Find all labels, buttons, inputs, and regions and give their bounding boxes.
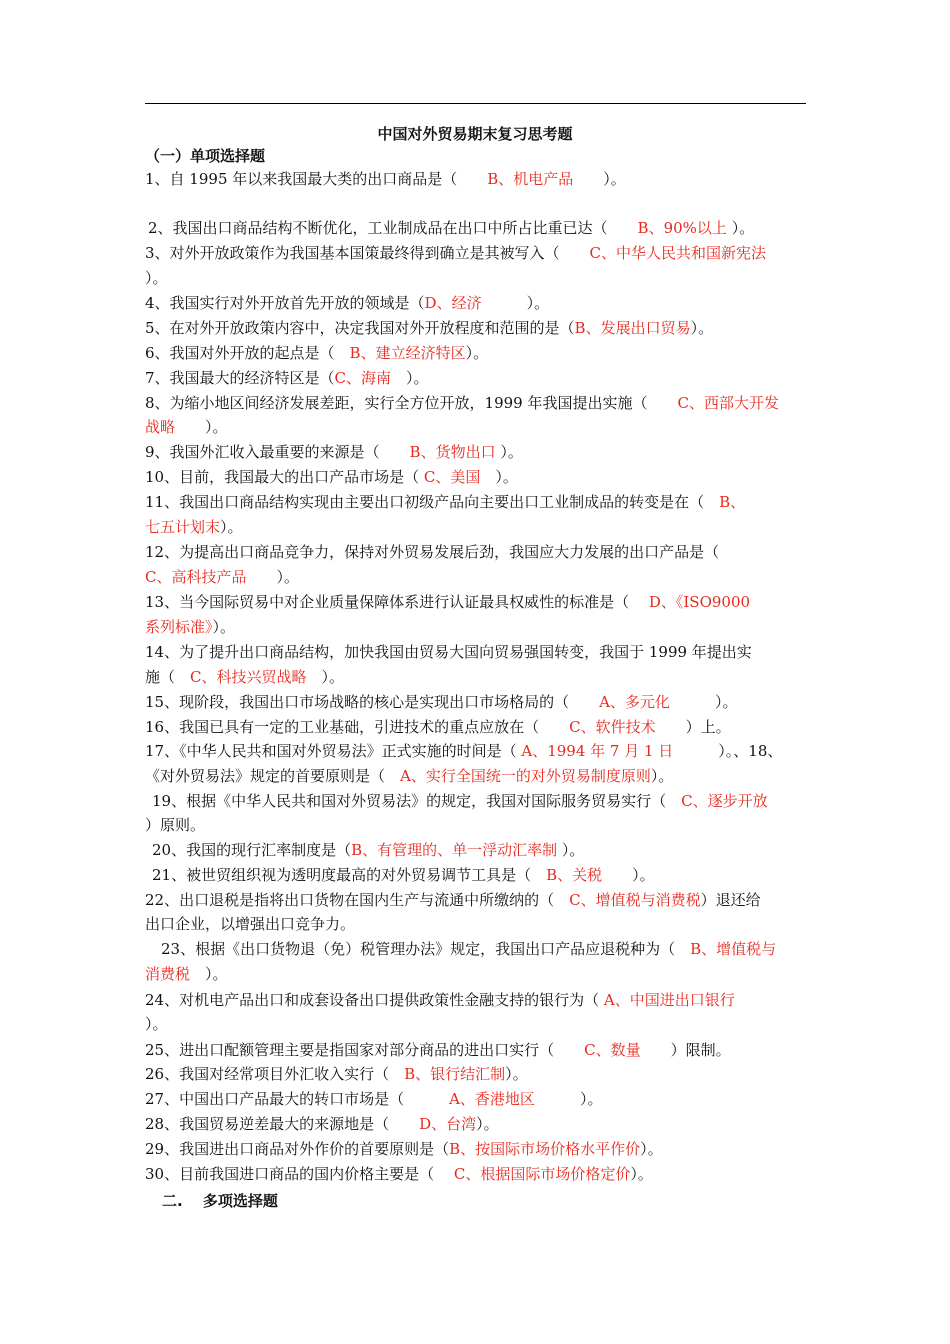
question-text: ）。	[476, 1115, 499, 1133]
answer-text: 战略	[145, 418, 176, 436]
question-text: ）。	[573, 170, 626, 188]
question-text: 9、我国外汇收入最重要的来源是（	[145, 443, 410, 461]
question-line	[145, 592, 750, 612]
question-line	[145, 1064, 528, 1084]
question-line	[152, 791, 768, 811]
question-line	[145, 169, 626, 189]
answer-text: B、建立经济特区	[349, 344, 466, 362]
question-line	[145, 617, 235, 637]
question-text: ）。	[481, 294, 550, 312]
question-line	[152, 865, 655, 885]
answer-text: C、根据国际市场价格定价	[453, 1165, 631, 1183]
question-line	[145, 243, 766, 263]
question-text: ）。	[306, 668, 345, 686]
question-line	[145, 318, 713, 338]
question-text: ）。	[640, 1140, 663, 1158]
question-text: ）。	[391, 369, 429, 387]
answer-text: C、数量	[584, 1041, 641, 1059]
answer-text: C、软件技术	[569, 718, 656, 736]
question-text: ）。	[220, 518, 243, 536]
answer-text: B、货物出口	[409, 443, 496, 461]
question-text: 出口企业，以增强出口竞争力。	[145, 915, 356, 933]
question-text: 7、我国最大的经济特区是（	[145, 369, 335, 387]
question-text: ）。	[669, 693, 738, 711]
answer-text: D、《ISO9000	[648, 593, 751, 611]
question-line	[145, 990, 735, 1010]
answer-text: C、科技兴贸战略	[190, 668, 307, 686]
answer-text: C、增值税与消费税	[569, 891, 701, 909]
question-line	[145, 1040, 731, 1060]
question-text: 28、我国贸易逆差最大的来源地是（	[145, 1115, 420, 1133]
question-line	[145, 393, 779, 413]
question-line	[145, 492, 745, 512]
answer-text: B、按国际市场价格水平作价	[449, 1140, 641, 1158]
question-line	[145, 766, 673, 786]
question-line	[145, 343, 488, 363]
question-text: 13、当今国际贸易中对企业质量保障体系进行认证最具权威性的标准是（	[145, 593, 649, 611]
question-text: ）。、18、	[673, 742, 783, 760]
question-text: 16、我国已具有一定的工业基础，引进技术的重点应放在（	[145, 718, 570, 736]
answer-text: C、中华人民共和国新宪法	[589, 244, 767, 262]
question-text: 14、为了提升出口商品结构，加快我国由贸易大国向贸易强国转变，我国于 1999 年提出实	[145, 643, 752, 661]
question-line	[145, 1139, 663, 1159]
answer-text: A、中国进出口银行	[603, 991, 735, 1009]
answer-text: A、实行全国统一的对外贸易制度原则	[400, 767, 651, 785]
question-text: ）。	[145, 269, 168, 287]
question-line	[145, 442, 523, 462]
question-line	[152, 840, 584, 860]
question-text: 27、中国出口产品最大的转口市场是（	[145, 1090, 450, 1108]
question-line	[145, 1114, 499, 1134]
section-heading-single-choice: （一）单项选择题	[145, 147, 266, 165]
question-text: 17、《中华人民共和国对外贸易法》正式实施的时间是（	[145, 742, 522, 760]
question-line	[161, 939, 776, 959]
question-line	[145, 567, 299, 587]
question-line	[145, 914, 355, 934]
question-text: ）。	[630, 1165, 653, 1183]
question-line	[145, 368, 429, 388]
answer-text: 消费税	[145, 965, 191, 983]
question-text: ）。	[145, 1015, 168, 1033]
question-line	[145, 1164, 653, 1184]
answer-text: C、海南	[334, 369, 392, 387]
answer-text: A、香港地区	[449, 1090, 535, 1108]
question-line	[145, 692, 737, 712]
answer-text: C、高科技产品	[145, 568, 247, 586]
answer-text: C、西部大开发	[677, 394, 779, 412]
question-text: 4、我国实行对外开放首先开放的领域是（	[145, 294, 425, 312]
question-text: 20、我国的现行汇率制度是（	[152, 841, 352, 859]
question-line	[145, 417, 228, 437]
question-text: ）。	[505, 1065, 528, 1083]
answer-text: C、美国	[423, 468, 481, 486]
question-text: 1、自 1995 年以来我国最大类的出口商品是（	[145, 170, 488, 188]
question-text: 15、现阶段，我国出口市场战略的核心是实现出口市场格局的（	[145, 693, 600, 711]
question-text: ）。	[190, 965, 228, 983]
question-line	[145, 964, 228, 984]
question-text: ）。	[650, 767, 674, 785]
question-text: 8、为缩小地区间经济发展差距，实行全方位开放，1999 年我国提出实施（	[145, 394, 678, 412]
question-text: ）。	[465, 344, 489, 362]
question-text: 22、出口退税是指将出口货物在国内生产与流通中所缴纳的（	[145, 891, 570, 909]
answer-text: B、机电产品	[487, 170, 574, 188]
question-text: 26、我国对经常项目外汇收入实行（	[145, 1065, 405, 1083]
question-line	[145, 1014, 168, 1034]
answer-text: B、	[719, 493, 746, 511]
question-text: ）退还给	[700, 891, 761, 909]
question-text: 5、在对外开放政策内容中，决定我国对外开放程度和范围的是（	[145, 319, 575, 337]
answer-text: D、经济	[424, 294, 482, 312]
answer-text: B、有管理的、单一浮动汇率制	[351, 841, 558, 859]
answer-text: 系列标准》	[145, 618, 213, 636]
question-text: ）。	[557, 841, 585, 859]
question-text: 施（	[145, 668, 191, 686]
answer-text: B、90%以上	[637, 219, 727, 237]
question-line	[145, 667, 344, 687]
question-text: ）上。	[655, 718, 731, 736]
question-line	[145, 741, 782, 761]
question-line	[145, 542, 719, 562]
question-text: ）。	[175, 418, 228, 436]
question-line	[145, 517, 243, 537]
question-text: ）。	[246, 568, 299, 586]
question-line	[145, 890, 761, 910]
question-text: 24、对机电产品出口和成套设备出口提供政策性金融支持的银行为（	[145, 991, 604, 1009]
question-text: 21、被世贸组织视为透明度最高的对外贸易调节工具是（	[152, 866, 547, 884]
answer-text: A、1994 年 7 月 1 日	[521, 742, 674, 760]
question-text: 3、对外开放政策作为我国基本国策最终得到确立是其被写入（	[145, 244, 590, 262]
question-text: 12、为提高出口商品竞争力，保持对外贸易发展后劲，我国应大力发展的出口产品是（	[145, 543, 720, 561]
question-text: 29、我国进出口商品对外作价的首要原则是（	[145, 1140, 450, 1158]
question-text: ）。	[212, 618, 236, 636]
question-line	[145, 717, 731, 737]
question-text: ）。	[690, 319, 714, 337]
question-text: 10、目前，我国最大的出口产品市场是（	[145, 468, 424, 486]
question-text: 《对外贸易法》规定的首要原则是（	[145, 767, 401, 785]
question-text: 11、我国出口商品结构实现由主要出口初级产品向主要出口工业制成品的转变是在（	[145, 493, 720, 511]
answer-text: A、多元化	[599, 693, 670, 711]
question-text: 2、我国出口商品结构不断优化，工业制成品在出口中所占比重已达（	[148, 219, 638, 237]
section-heading-multi-choice: 二. 多项选择题	[162, 1192, 278, 1210]
answer-text: D、台湾	[419, 1115, 477, 1133]
question-line	[145, 815, 205, 835]
answer-text: B、银行结汇制	[404, 1065, 506, 1083]
question-line	[145, 642, 752, 662]
question-text: ）限制。	[640, 1041, 731, 1059]
question-line	[148, 218, 754, 238]
answer-text: B、增值税与	[690, 940, 777, 958]
document-title: 中国对外贸易期末复习思考题	[377, 125, 573, 143]
question-text: ）。	[602, 866, 655, 884]
question-text: ）。	[726, 219, 755, 237]
question-text: ）。	[495, 443, 523, 461]
answer-text: 七五计划末	[145, 518, 221, 536]
question-text: ）原则。	[145, 816, 206, 834]
question-line	[145, 1089, 602, 1109]
question-text: 25、进出口配额管理主要是指国家对部分商品的进出口实行（	[145, 1041, 585, 1059]
answer-text: B、发展出口贸易	[574, 319, 691, 337]
question-text: ）。	[534, 1090, 603, 1108]
question-text: ）。	[480, 468, 518, 486]
answer-text: C、逐步开放	[681, 792, 768, 810]
question-text: 23、根据《出口货物退（免）税管理办法》规定，我国出口产品应退税种为（	[161, 940, 691, 958]
question-line	[145, 467, 518, 487]
question-text: 19、根据《中华人民共和国对外贸易法》的规定，我国对国际服务贸易实行（	[152, 792, 682, 810]
answer-text: B、关税	[546, 866, 603, 884]
question-line	[145, 293, 549, 313]
question-text: 6、我国对外开放的起点是（	[145, 344, 350, 362]
header-rule	[145, 103, 806, 104]
question-text: 30、目前我国进口商品的国内价格主要是（	[145, 1165, 454, 1183]
question-line	[145, 268, 168, 288]
